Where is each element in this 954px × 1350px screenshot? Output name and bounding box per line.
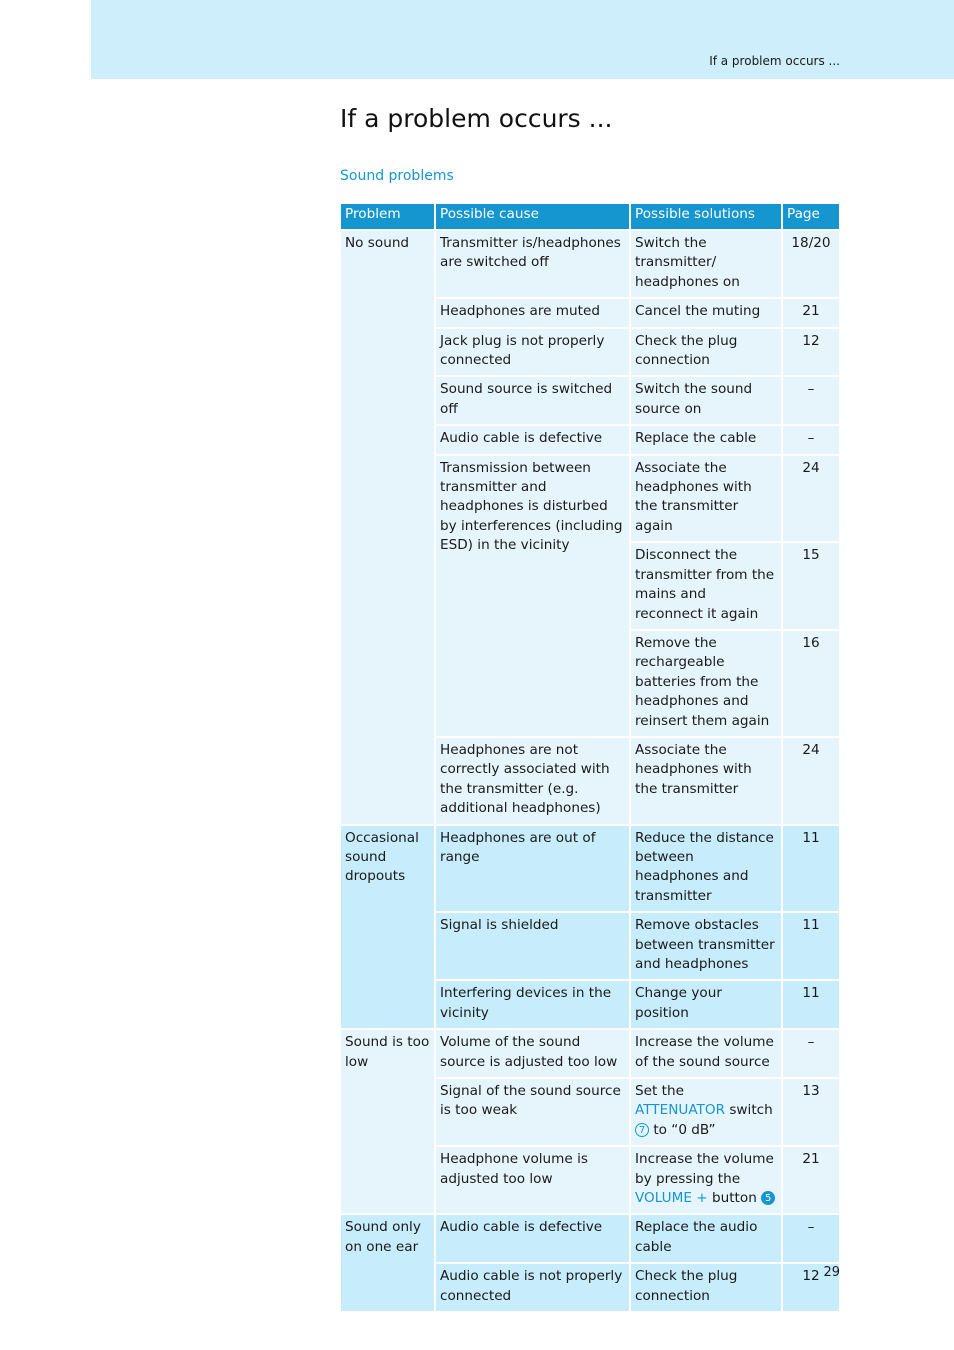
cause-cell: Signal is shielded: [435, 912, 630, 980]
solution-text: button: [711, 1190, 757, 1207]
solution-cell: Replace the cable: [630, 425, 782, 454]
solution-text: Increase the volume by pressing the: [635, 1151, 774, 1187]
reference-number-icon: 5: [761, 1191, 775, 1205]
solution-cell: Reduce the distance between headphones and transmitter: [630, 825, 782, 913]
solution-cell: Remove the rechargeable batteries from the headphones and reinsert them again: [630, 630, 782, 737]
volume-plus-button-label: VOLUME +: [635, 1190, 708, 1207]
cause-cell: Volume of the sound source is adjusted too low: [435, 1029, 630, 1078]
page-cell: 13: [782, 1078, 839, 1146]
solution-cell: [630, 1146, 782, 1214]
attenuator-switch-label: ATTENUATOR: [635, 1102, 726, 1119]
solution-cell: Switch the sound source on: [630, 376, 782, 425]
cause-cell: Headphone volume is adjusted too low: [435, 1146, 630, 1214]
group-no-sound: [341, 230, 839, 825]
page-cell: –: [782, 376, 839, 425]
cause-cell: Transmission between transmitter and headphones is disturbed by interferences (including ESD) in the vicinity: [435, 455, 630, 737]
solution-text: to “0 dB”: [653, 1121, 716, 1138]
cause-cell: Sound source is switched off: [435, 376, 630, 425]
page-cell: 12: [782, 1263, 839, 1311]
column-header-page: Page: [782, 204, 839, 230]
cause-cell: Interfering devices in the vicinity: [435, 980, 630, 1029]
page-cell: 11: [782, 825, 839, 913]
problem-cell: Occasional sound dropouts: [341, 825, 435, 1030]
page-title: If a problem occurs ...: [340, 104, 613, 133]
column-header-cause: Possible cause: [435, 204, 630, 230]
group-too-low: [341, 1029, 839, 1214]
problem-cell: No sound: [341, 230, 435, 825]
table-row: [341, 230, 839, 298]
solution-cell: Associate the headphones with the transmitter again: [630, 455, 782, 543]
page-number: 29: [823, 1265, 840, 1280]
group-one-ear: [341, 1214, 839, 1311]
solution-cell: Disconnect the transmitter from the mains and reconnect it again: [630, 542, 782, 630]
column-header-problem: Problem: [341, 204, 435, 230]
page-cell: –: [782, 425, 839, 454]
troubleshooting-table: [341, 204, 839, 1311]
page-cell: 24: [782, 737, 839, 825]
table-row: [341, 825, 839, 913]
table-header-row: [341, 204, 839, 230]
solution-cell: Change your position: [630, 980, 782, 1029]
solution-cell: Switch the transmitter/ headphones on: [630, 230, 782, 298]
cause-cell: Jack plug is not properly connected: [435, 328, 630, 377]
cause-cell: Audio cable is not properly connected: [435, 1263, 630, 1311]
solution-text: Set the: [635, 1083, 684, 1100]
cause-cell: Headphones are not correctly associated with the transmitter (e.g. additional headphones): [435, 737, 630, 825]
cause-cell: Audio cable is defective: [435, 1214, 630, 1263]
page-cell: 11: [782, 980, 839, 1029]
cause-cell: Headphones are muted: [435, 298, 630, 327]
solution-cell: [630, 1078, 782, 1146]
cause-cell: Signal of the sound source is too weak: [435, 1078, 630, 1146]
solution-text: switch: [729, 1102, 773, 1119]
page-cell: 15: [782, 542, 839, 630]
page-cell: 16: [782, 630, 839, 737]
page-cell: –: [782, 1029, 839, 1078]
page-cell: 24: [782, 455, 839, 543]
problem-cell: Sound is too low: [341, 1029, 435, 1214]
cause-cell: Headphones are out of range: [435, 825, 630, 913]
column-header-solutions: Possible solutions: [630, 204, 782, 230]
solution-cell: Check the plug connection: [630, 1263, 782, 1311]
page-cell: 21: [782, 1146, 839, 1214]
solution-cell: Associate the headphones with the transmitter: [630, 737, 782, 825]
solution-cell: Remove obstacles between transmitter and headphones: [630, 912, 782, 980]
solution-cell: Cancel the muting: [630, 298, 782, 327]
page-cell: 11: [782, 912, 839, 980]
page-cell: 21: [782, 298, 839, 327]
solution-cell: Replace the audio cable: [630, 1214, 782, 1263]
page-cell: 12: [782, 328, 839, 377]
cause-cell: Transmitter is/headphones are switched off: [435, 230, 630, 298]
page-cell: 18/20: [782, 230, 839, 298]
group-dropouts: [341, 825, 839, 1030]
page-cell: –: [782, 1214, 839, 1263]
problem-cell: Sound only on one ear: [341, 1214, 435, 1311]
cause-cell: Audio cable is defective: [435, 425, 630, 454]
solution-cell: Increase the volume of the sound source: [630, 1029, 782, 1078]
section-heading: Sound problems: [340, 168, 454, 184]
table-row: [341, 1029, 839, 1078]
reference-number-icon: 7: [635, 1123, 649, 1137]
table-row: [341, 1214, 839, 1263]
solution-cell: Check the plug connection: [630, 328, 782, 377]
running-head: If a problem occurs ...: [709, 54, 840, 68]
